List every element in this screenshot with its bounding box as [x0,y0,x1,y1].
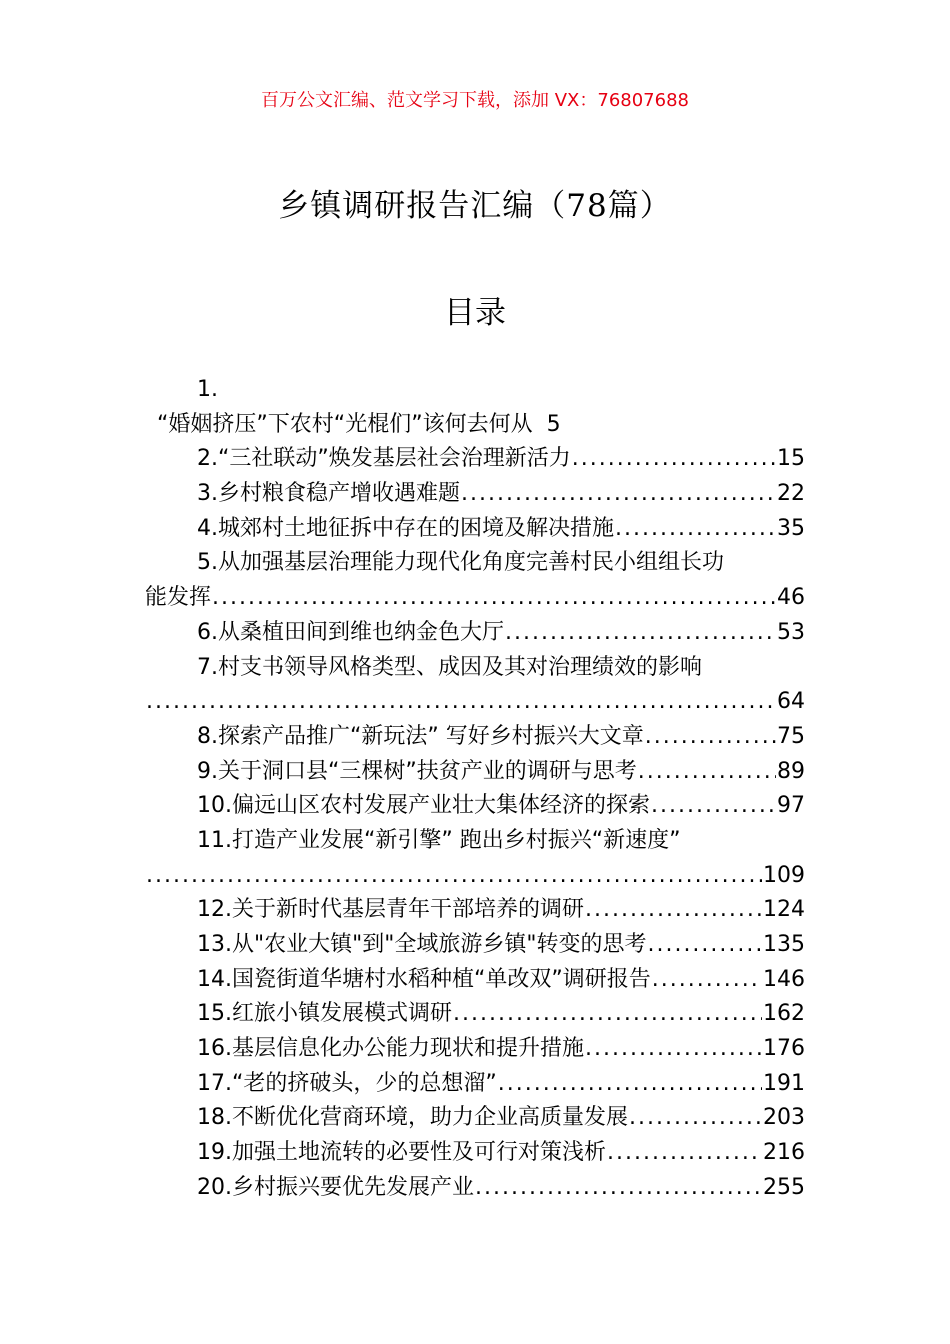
toc-item-18[interactable] [145,1101,805,1136]
toc-leader [638,755,776,790]
toc-item-page: 53 [777,619,805,645]
toc-item-20[interactable] [145,1171,805,1206]
toc-leader [629,1101,762,1136]
toc-item-text: 6.从桑植田间到维也纳金色大厅 [197,619,504,645]
toc-item-text: 2.“三社联动”焕发基层社会治理新活力 [197,446,571,472]
title-suffix: 篇） [607,188,672,224]
toc-item-text: 4.城郊村土地征拆中存在的困境及解决措施 [197,515,614,541]
toc-item-11[interactable] [145,824,805,859]
toc-item-page: 35 [777,515,805,541]
toc-item-text: 11.打造产业发展“新引擎” 跑出乡村振兴“新速度” [197,827,681,853]
toc-item-text: 3.乡村粮食稳产增收遇难题 [197,481,460,507]
toc-item-page: 97 [777,793,805,819]
toc-item-19[interactable] [145,1136,805,1171]
toc-item-page: 191 [763,1070,805,1096]
toc-leader [652,963,762,998]
toc-item-text: 15.红旅小镇发展模式调研 [197,1001,452,1027]
toc-item-text: 9.关于洞口县“三棵树”扶贫产业的调研与思考 [197,758,637,784]
toc-item-text: 8.探索产品推广“新玩法” 写好乡村振兴大文章 [197,723,644,749]
toc-leader [585,893,762,928]
toc-item-9[interactable] [145,755,805,790]
toc-leader [647,928,762,963]
toc-leader [651,789,776,824]
toc-item-6[interactable] [145,616,805,651]
toc-item-8[interactable] [145,720,805,755]
toc-item-13[interactable] [145,928,805,963]
toc-item-page: 162 [763,1001,805,1027]
toc-item-7-continued[interactable] [145,685,805,720]
toc-item-page: 5 [546,411,561,437]
toc-item-14[interactable] [145,963,805,998]
toc-leader [475,1171,762,1206]
toc-leader [572,442,776,477]
toc-item-page: 89 [777,758,805,784]
toc-item-7[interactable] [145,651,805,686]
toc-item-page: 109 [763,862,805,888]
toc-item-page: 64 [777,689,805,715]
toc-item-page: 255 [763,1174,805,1200]
toc-leader [461,477,776,512]
toc-item-1-number[interactable] [145,373,805,408]
toc-leader [585,1032,762,1067]
toc-leader [645,720,776,755]
toc-item-text: 5.从加强基层治理能力现代化角度完善村民小组组长功 [197,550,724,576]
toc-item-text: 能发挥 [145,585,212,611]
toc-item-page: 146 [763,966,805,992]
toc-item-text: 7.村支书领导风格类型、成因及其对治理绩效的影响 [197,654,702,680]
toc-item-text: 18.不断优化营商环境，助力企业高质量发展 [197,1105,628,1131]
toc-leader [505,616,776,651]
toc-item-page: 22 [777,481,805,507]
toc-item-page: 46 [777,585,805,611]
toc-item-text: 19.加强土地流转的必要性及可行对策浅析 [197,1140,606,1166]
toc-item-text: 13.从"农业大镇"到"全域旅游乡镇"转变的思考 [197,932,647,957]
toc-item-5-continued[interactable] [145,581,805,616]
document-title [0,180,950,225]
toc-item-text: 12.关于新时代基层青年干部培养的调研 [197,897,584,923]
toc-item-11-continued[interactable] [145,859,805,894]
toc-item-2[interactable] [145,442,805,477]
toc-leader [453,997,762,1032]
toc-item-12[interactable] [145,893,805,928]
toc-item-1[interactable] [145,408,805,443]
toc-item-5[interactable] [145,546,805,581]
toc-item-page: 216 [763,1140,805,1166]
toc-item-10[interactable] [145,789,805,824]
watermark-banner: 百万公文汇编、范文学习下载，添加 VX：76807688 [261,90,689,111]
toc-item-number: 1. [197,377,218,402]
toc-item-4[interactable] [145,512,805,547]
toc-item-text: 14.国瓷街道华塘村水稻种植“单改双”调研报告 [197,966,651,992]
toc-item-text: 10.偏远山区农村发展产业壮大集体经济的探索 [197,793,650,819]
toc-leader [498,1067,762,1102]
toc-leader [212,581,776,616]
toc-item-3[interactable] [145,477,805,512]
toc-item-page: 75 [777,723,805,749]
toc-item-page: 176 [763,1036,805,1062]
title-count: 78 [566,188,608,224]
toc-item-page: 135 [763,932,805,957]
toc-leader [146,685,776,720]
toc-item-page: 203 [763,1105,805,1131]
toc-item-page: 124 [763,897,805,923]
toc-item-15[interactable] [145,997,805,1032]
toc-item-page: 15 [777,446,805,472]
toc-item-16[interactable] [145,1032,805,1067]
toc-leader [615,512,776,547]
title-prefix: 乡镇调研报告汇编（ [278,188,567,224]
toc-item-text: 16.基层信息化办公能力现状和提升措施 [197,1036,584,1062]
toc-item-text: 17.“老的挤破头，少的总想溜” [197,1070,497,1096]
toc-leader [146,859,762,894]
toc-leader [607,1136,762,1171]
toc-heading: 目录 [444,295,506,331]
toc-item-text: “婚姻挤压”下农村“光棍们”该何去何从 [157,411,533,437]
toc-item-17[interactable] [145,1067,805,1102]
toc-item-text: 20.乡村振兴要优先发展产业 [197,1174,474,1200]
table-of-contents [145,373,805,1206]
